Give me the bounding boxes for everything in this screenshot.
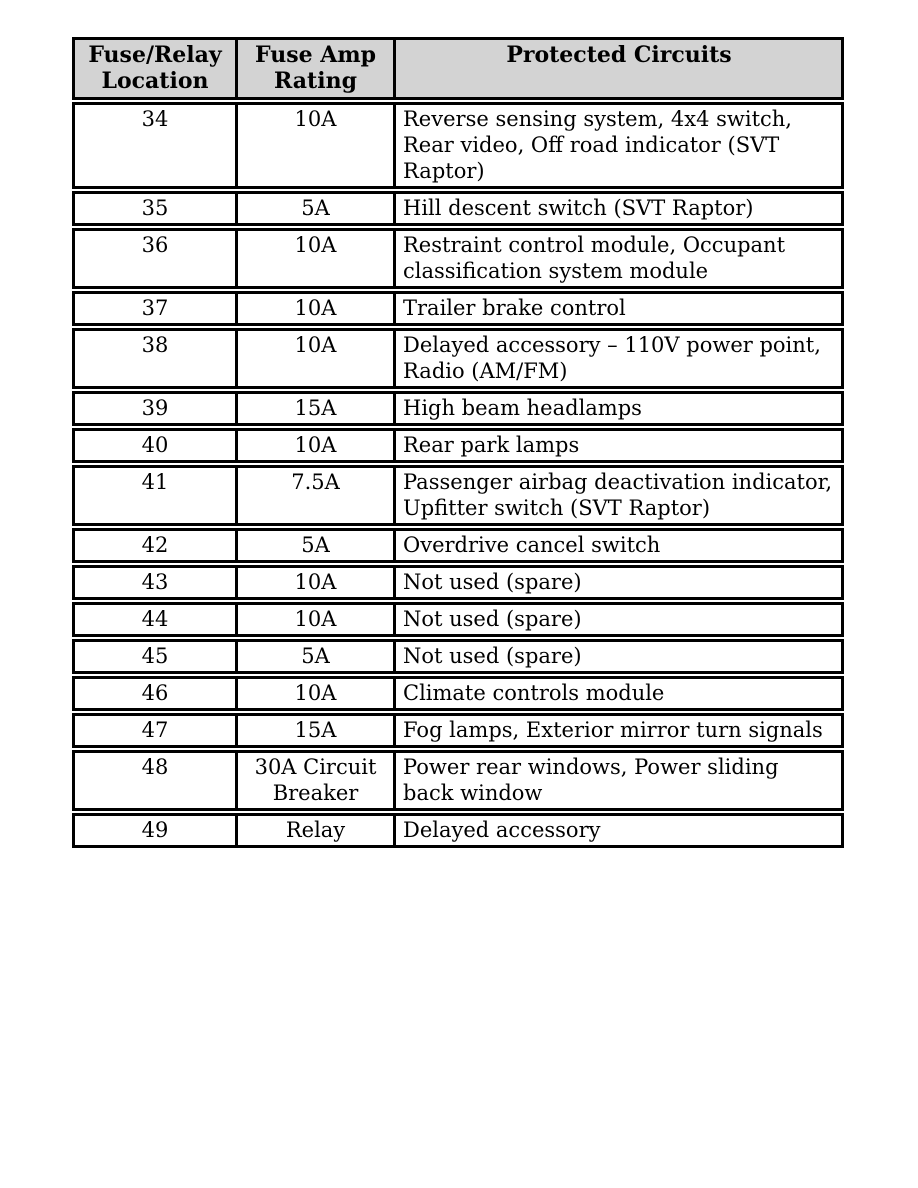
header-fuse-amp-rating: Fuse Amp Rating (235, 40, 393, 97)
fuse-location-cell: 49 (141, 818, 169, 842)
protected-circuits-cell: Reverse sensing system, 4x4 switch, Rear video, Off road indicator (SVT Raptor) (393, 105, 841, 186)
amp-rating-cell: 10A (235, 331, 393, 386)
amp-rating-cell: 10A (235, 231, 393, 286)
table-header-row (72, 37, 844, 100)
fuse-location-cell: 34 (141, 107, 169, 131)
table-row (72, 428, 844, 463)
amp-rating-cell: 15A (235, 394, 393, 423)
fuse-location-cell: 48 (141, 755, 169, 779)
table-row (72, 328, 844, 389)
table-row (72, 102, 844, 189)
fuse-location-cell: 44 (141, 607, 169, 631)
protected-circuits-cell: Not used (spare) (393, 568, 841, 597)
fuse-location-cell: 42 (141, 533, 169, 557)
amp-rating-cell: 10A (235, 294, 393, 323)
table-row (72, 391, 844, 426)
fuse-location-cell: 40 (141, 433, 169, 457)
protected-circuits-cell: Climate controls module (393, 679, 841, 708)
protected-circuits-cell: Delayed accessory (393, 816, 841, 845)
table-row (72, 639, 844, 674)
protected-circuits-cell: Rear park lamps (393, 431, 841, 460)
table-row (72, 813, 844, 848)
protected-circuits-cell: Not used (spare) (393, 605, 841, 634)
protected-circuits-cell: Delayed accessory – 110V power point, Radio (AM/FM) (393, 331, 841, 386)
fuse-location-cell: 37 (141, 296, 169, 320)
table-row (72, 528, 844, 563)
fuse-relay-table (72, 37, 844, 850)
fuse-location-cell: 45 (141, 644, 169, 668)
amp-rating-cell: Relay (235, 816, 393, 845)
fuse-location-cell: 38 (141, 333, 169, 357)
amp-rating-cell: 10A (235, 568, 393, 597)
amp-rating-cell: 10A (235, 431, 393, 460)
fuse-location-cell: 36 (141, 233, 169, 257)
table-row (72, 565, 844, 600)
fuse-location-cell: 39 (141, 396, 169, 420)
table-body (72, 102, 844, 848)
fuse-location-cell: 43 (141, 570, 169, 594)
protected-circuits-cell: Hill descent switch (SVT Raptor) (393, 194, 841, 223)
protected-circuits-cell: Restraint control module, Occupant classification system module (393, 231, 841, 286)
protected-circuits-cell: Power rear windows, Power sliding back window (393, 753, 841, 808)
fuse-location-cell: 35 (141, 196, 169, 220)
amp-rating-cell: 5A (235, 642, 393, 671)
table-row (72, 228, 844, 289)
amp-rating-cell: 10A (235, 679, 393, 708)
amp-rating-cell: 10A (235, 605, 393, 634)
table-row (72, 465, 844, 526)
amp-rating-cell: 7.5A (235, 468, 393, 523)
amp-rating-cell: 30A Circuit Breaker (235, 753, 393, 808)
protected-circuits-cell: Fog lamps, Exterior mirror turn signals (393, 716, 841, 745)
table-row (72, 713, 844, 748)
header-fuse-relay-location: Fuse/Relay Location (75, 40, 235, 97)
table-row (72, 676, 844, 711)
protected-circuits-cell: Overdrive cancel switch (393, 531, 841, 560)
protected-circuits-cell: High beam headlamps (393, 394, 841, 423)
protected-circuits-cell: Trailer brake control (393, 294, 841, 323)
fuse-location-cell: 46 (141, 681, 169, 705)
table-row (72, 602, 844, 637)
amp-rating-cell: 5A (235, 531, 393, 560)
table-row (72, 191, 844, 226)
amp-rating-cell: 15A (235, 716, 393, 745)
fuse-location-cell: 47 (141, 718, 169, 742)
amp-rating-cell: 10A (235, 105, 393, 186)
table-row (72, 750, 844, 811)
amp-rating-cell: 5A (235, 194, 393, 223)
header-protected-circuits: Protected Circuits (393, 40, 841, 97)
protected-circuits-cell: Not used (spare) (393, 642, 841, 671)
table-row (72, 291, 844, 326)
fuse-location-cell: 41 (141, 470, 169, 494)
protected-circuits-cell: Passenger airbag deactivation indicator, Upfitter switch (SVT Raptor) (393, 468, 841, 523)
